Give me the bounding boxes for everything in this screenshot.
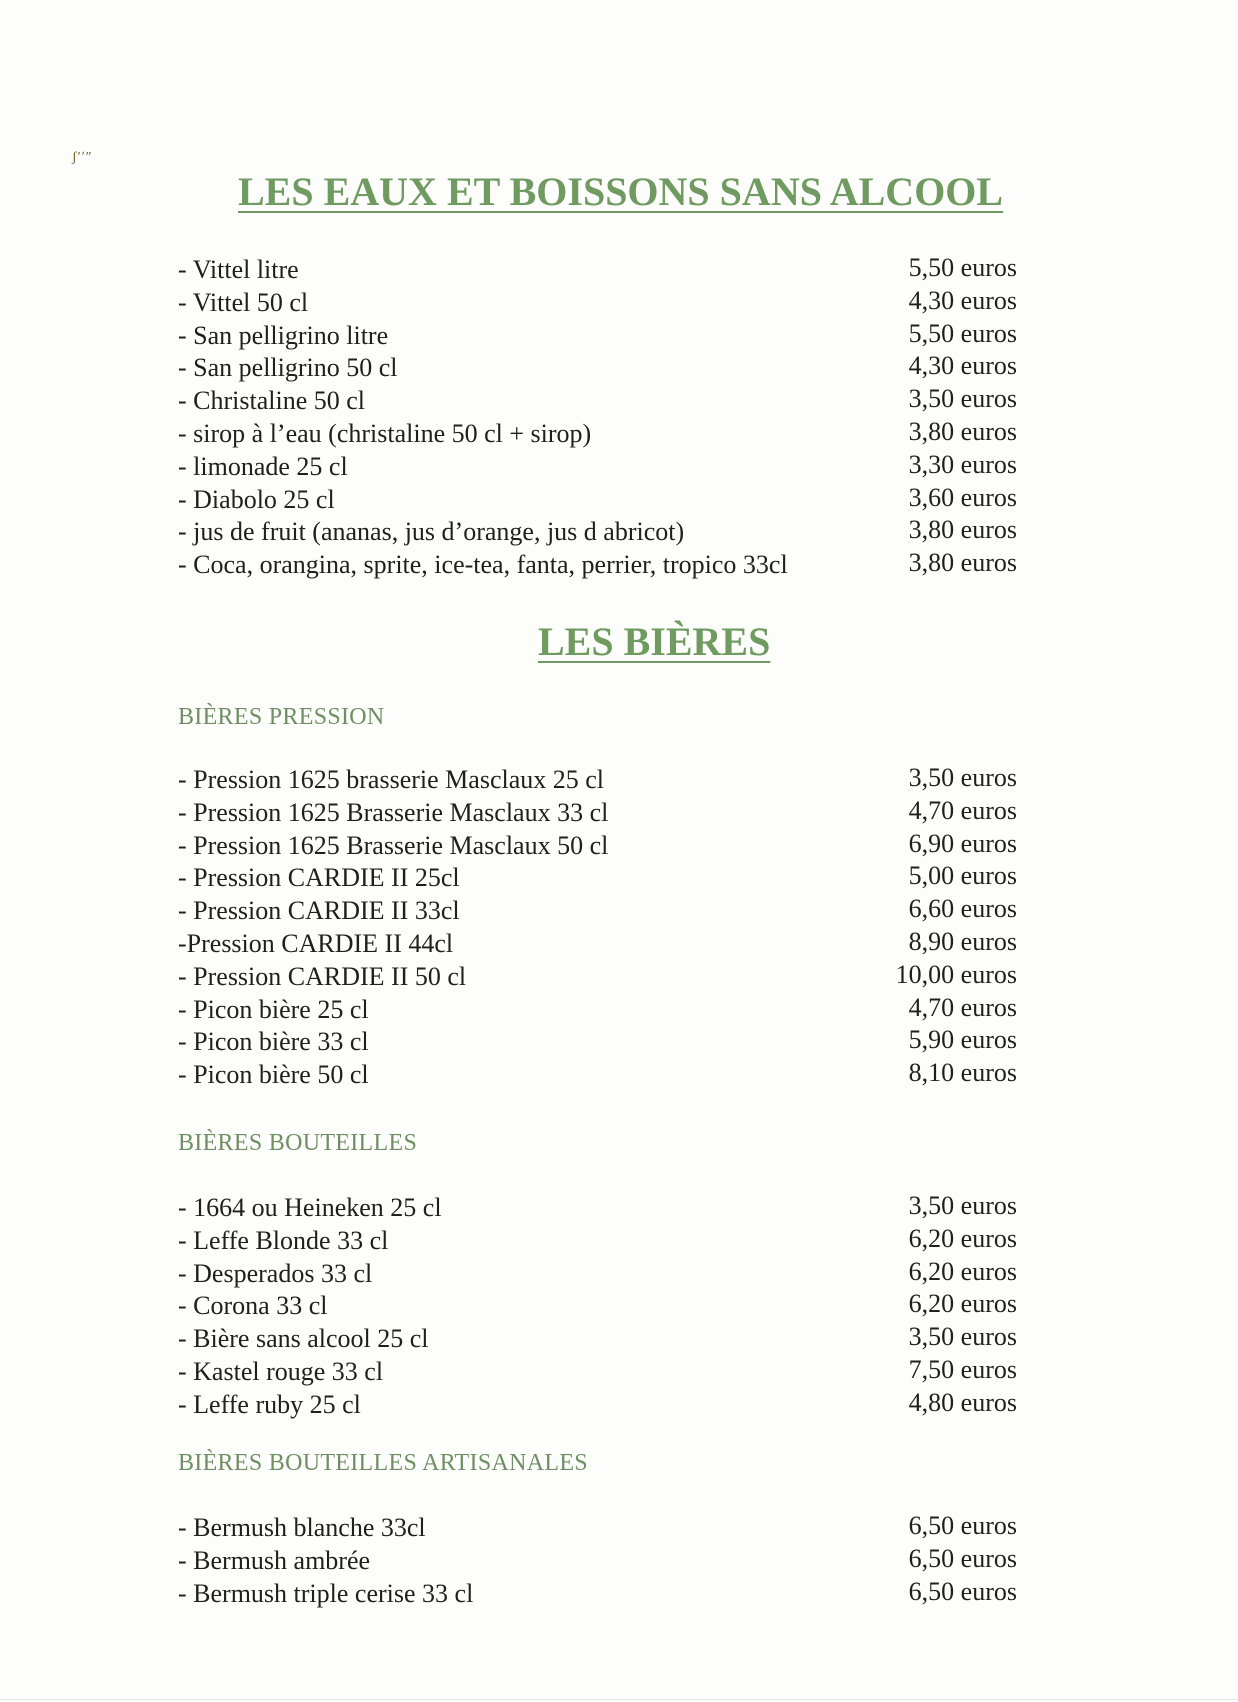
- subheading-bottled-beers: BIÈRES BOUTEILLES: [178, 1130, 418, 1156]
- item-name: - Diabolo 25 cl: [178, 484, 335, 514]
- item-price: 3,60 euros: [908, 482, 1017, 512]
- item-name: - San pelligrino 50 cl: [178, 353, 398, 383]
- item-price: 6,50 euros: [908, 1543, 1017, 1573]
- item-price: 4,80 euros: [908, 1387, 1017, 1417]
- item-name: - Bermush ambrée: [178, 1545, 371, 1575]
- list-item: [178, 895, 1018, 928]
- item-name: - Leffe Blonde 33 cl: [178, 1225, 389, 1255]
- list-item: [178, 1578, 1018, 1611]
- list-item: [178, 1389, 1018, 1422]
- subheading-craft-beers: BIÈRES BOUTEILLES ARTISANALES: [178, 1450, 588, 1476]
- item-name: - Pression CARDIE II 25cl: [178, 863, 460, 893]
- item-name: - sirop à l’eau (christaline 50 cl + sirop): [178, 418, 592, 448]
- item-name: - Coca, orangina, sprite, ice-tea, fanta, perrier, tropico 33cl: [178, 550, 788, 580]
- item-price: 4,70 euros: [908, 992, 1017, 1022]
- item-name: - Vittel litre: [178, 255, 299, 284]
- item-price: 5,50 euros: [908, 253, 1017, 282]
- item-price: 3,80 euros: [908, 416, 1017, 446]
- section-title-waters: LES EAUX ET BOISSONS SANS ALCOOL: [238, 169, 1004, 214]
- list-item: [178, 516, 1018, 549]
- item-price: 3,80 euros: [908, 548, 1017, 578]
- list-item: [178, 830, 1018, 863]
- item-name: -Pression CARDIE II 44cl: [178, 928, 454, 958]
- list-item: [178, 1192, 1018, 1225]
- list-item: [178, 451, 1018, 484]
- list-item: [178, 1059, 1018, 1092]
- waters-list: [178, 254, 1018, 582]
- section-title-beers: LES BIÈRES: [538, 619, 771, 664]
- item-price: 3,50 euros: [908, 1322, 1017, 1352]
- item-price: 3,50 euros: [908, 1191, 1017, 1220]
- item-price: 5,00 euros: [908, 861, 1017, 891]
- item-name: - 1664 ou Heineken 25 cl: [178, 1193, 442, 1222]
- list-item: [178, 484, 1018, 517]
- item-name: - Bermush blanche 33cl: [178, 1513, 426, 1542]
- item-price: 7,50 euros: [908, 1354, 1017, 1384]
- item-name: - San pelligrino litre: [178, 320, 389, 350]
- item-name: - Pression CARDIE II 50 cl: [178, 961, 467, 991]
- item-name: - Leffe ruby 25 cl: [178, 1389, 361, 1419]
- item-price: 6,90 euros: [908, 828, 1017, 858]
- item-name: - Picon bière 25 cl: [178, 994, 369, 1024]
- craft-beers-list: [178, 1512, 1018, 1610]
- item-price: 5,50 euros: [908, 318, 1017, 348]
- item-price: 6,20 euros: [908, 1223, 1017, 1253]
- list-item: [178, 1225, 1018, 1258]
- list-item: [178, 928, 1018, 961]
- item-name: - Pression 1625 brasserie Masclaux 25 cl: [178, 765, 605, 794]
- list-item: [178, 549, 1018, 582]
- item-price: 10,00 euros: [895, 959, 1017, 989]
- draft-beers-list: [178, 764, 1018, 1092]
- item-name: - limonade 25 cl: [178, 451, 348, 481]
- item-name: - Christaline 50 cl: [178, 386, 366, 416]
- item-price: 6,50 euros: [908, 1511, 1017, 1540]
- list-item: [178, 287, 1018, 320]
- item-name: - Kastel rouge 33 cl: [178, 1356, 384, 1386]
- item-price: 6,60 euros: [908, 894, 1017, 924]
- list-item: [178, 862, 1018, 895]
- item-name: - jus de fruit (ananas, jus d’orange, jus d abricot): [178, 517, 685, 547]
- item-price: 4,30 euros: [908, 351, 1017, 381]
- list-item: [178, 352, 1018, 385]
- list-item: [178, 764, 1018, 797]
- list-item: [178, 994, 1018, 1027]
- bottled-beers-list: [178, 1192, 1018, 1422]
- item-price: 3,50 euros: [908, 384, 1017, 414]
- item-name: - Bière sans alcool 25 cl: [178, 1324, 429, 1354]
- list-item: [178, 1545, 1018, 1578]
- item-name: - Pression 1625 Brasserie Masclaux 33 cl: [178, 797, 609, 827]
- item-price: 6,20 euros: [908, 1256, 1017, 1286]
- list-item: [178, 797, 1018, 830]
- item-name: - Picon bière 50 cl: [178, 1060, 369, 1090]
- item-price: 3,80 euros: [908, 515, 1017, 545]
- list-item: [178, 320, 1018, 353]
- item-name: - Picon bière 33 cl: [178, 1027, 369, 1057]
- item-price: 6,20 euros: [908, 1289, 1017, 1319]
- item-price: 3,30 euros: [908, 449, 1017, 479]
- scan-edge-divider: [0, 1699, 1238, 1700]
- item-name: - Desperados 33 cl: [178, 1258, 373, 1288]
- item-price: 8,10 euros: [908, 1058, 1017, 1088]
- list-item: [178, 1512, 1018, 1545]
- list-item: [178, 1258, 1018, 1291]
- item-name: - Vittel 50 cl: [178, 287, 309, 317]
- item-price: 8,90 euros: [908, 926, 1017, 956]
- list-item: [178, 1323, 1018, 1356]
- item-price: 4,30 euros: [908, 285, 1017, 315]
- list-item: [178, 1026, 1018, 1059]
- list-item: [178, 254, 1018, 287]
- item-price: 5,90 euros: [908, 1025, 1017, 1055]
- item-price: 4,70 euros: [908, 795, 1017, 825]
- list-item: [178, 385, 1018, 418]
- item-price: 6,50 euros: [908, 1576, 1017, 1606]
- item-name: - Corona 33 cl: [178, 1291, 328, 1321]
- item-name: - Pression 1625 Brasserie Masclaux 50 cl: [178, 830, 609, 860]
- item-name: - Bermush triple cerise 33 cl: [178, 1578, 474, 1608]
- item-price: 3,50 euros: [908, 763, 1017, 792]
- list-item: [178, 1290, 1018, 1323]
- list-item: [178, 1356, 1018, 1389]
- stray-ink-mark: ʃ′ʹ″: [72, 150, 93, 165]
- item-name: - Pression CARDIE II 33cl: [178, 896, 460, 926]
- list-item: [178, 961, 1018, 994]
- subheading-draft-beers: BIÈRES PRESSION: [178, 704, 385, 730]
- list-item: [178, 418, 1018, 451]
